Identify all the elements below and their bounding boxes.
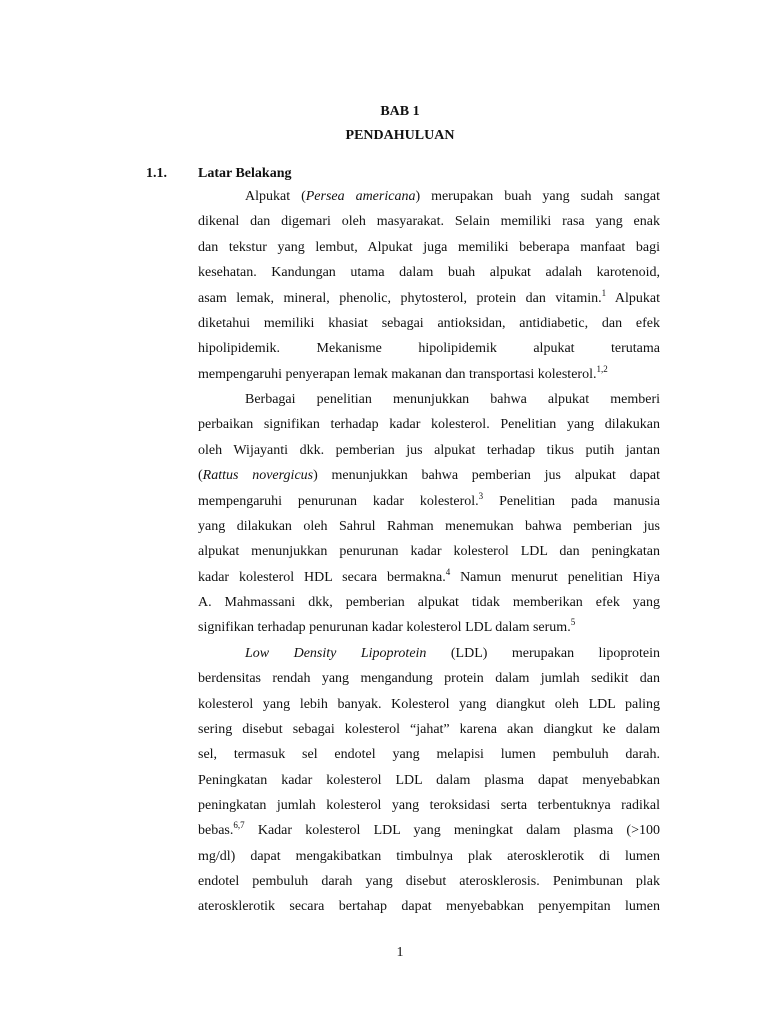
paragraph-line: sering disebut sebagai kolesterol “jahat” karena akan diangkut ke dalam (198, 722, 660, 737)
paragraph-line: diketahui memiliki khasiat sebagai antioksidan, antidiabetic, dan efek (198, 316, 660, 331)
paragraph-line: Peningkatan kadar kolesterol LDL dalam plasma dapat menyebabkan (198, 773, 660, 788)
paragraph-line: asam lemak, mineral, phenolic, phytosterol, protein dan vitamin.$^1$ Alpukat (198, 288, 660, 306)
paragraph-line: peningkatan jumlah kolesterol yang teroksidasi serta terbentuknya radikal (198, 798, 660, 813)
citation: 1,2 (596, 364, 608, 374)
paragraph-line: Alpukat (Persea americana) merupakan buah yang sudah sangat (245, 189, 660, 204)
paragraph-line: aterosklerotik secara bertahap dapat menyebabkan penyempitan lumen (198, 899, 660, 914)
paragraph-line: endotel pembuluh darah yang disebut aterosklerosis. Penimbunan plak (198, 874, 660, 889)
paragraph-line: Low Density Lipoprotein (LDL) merupakan lipoprotein (245, 646, 660, 661)
term-italic: Low Density Lipoprotein (245, 646, 427, 661)
chapter-title: PENDAHULUAN (345, 128, 455, 143)
citation: 3 (478, 491, 484, 501)
scientific-name: Rattus novergicus (202, 468, 314, 483)
paragraph-line: sel, termasuk sel endotel yang melapisi lumen pembuluh darah. (198, 747, 660, 762)
citation: 4 (445, 567, 451, 577)
paragraph-line: A. Mahmassani dkk, pemberian alpukat tidak memberikan efek yang (198, 595, 660, 610)
paragraph-line: berdensitas rendah yang mengandung protein dalam jumlah sedikit dan (198, 671, 660, 686)
paragraph-line: kadar kolesterol HDL secara bermakna.$^4$ Namun menurut penelitian Hiya (198, 567, 660, 585)
paragraph-line: alpukat menunjukkan penurunan kadar kolesterol LDL dan peningkatan (198, 544, 660, 559)
paragraph-line: (Rattus novergicus) menunjukkan bahwa pemberian jus alpukat dapat (198, 468, 661, 483)
page-number: 1 (396, 945, 404, 960)
section-title: Latar Belakang (198, 166, 292, 181)
citation: 1 (601, 288, 607, 298)
paragraph-line: kolesterol yang lebih banyak. Kolesterol yang diangkut oleh LDL paling (198, 697, 660, 712)
paragraph-line: yang dilakukan oleh Sahrul Rahman menemukan bahwa pemberian jus (198, 519, 660, 534)
paragraph-line: bebas.$^{6,7}$ Kadar kolesterol LDL yang meningkat dalam plasma (>100 (198, 820, 660, 838)
paragraph-line: hipolipidemik. Mekanisme hipolipidemik alpukat terutama (198, 341, 660, 356)
paragraph-line: signifikan terhadap penurunan kadar kolesterol LDL dalam serum.$^5$ (198, 617, 576, 635)
paragraph-line: kesehatan. Kandungan utama dalam buah alpukat adalah karotenoid, (198, 265, 660, 280)
paragraph-line: mg/dl) dapat mengakibatkan timbulnya plak aterosklerotik di lumen (198, 849, 660, 864)
paragraph-line: dikenal dan digemari oleh masyarakat. Selain memiliki rasa yang enak (198, 214, 660, 229)
paragraph-line: mempengaruhi penurunan kadar kolesterol.$^3$ Penelitian pada manusia (198, 491, 660, 509)
citation: 6,7 (233, 820, 245, 830)
paragraph-line: oleh Wijayanti dkk. pemberian jus alpukat terhadap tikus putih jantan (198, 443, 660, 458)
scientific-name: Persea americana (305, 189, 416, 204)
citation: 5 (570, 617, 576, 627)
paragraph-line: Berbagai penelitian menunjukkan bahwa alpukat memberi (245, 392, 660, 407)
paragraph-line: perbaikan signifikan terhadap kadar kolesterol. Penelitian yang dilakukan (198, 417, 660, 432)
chapter-number: BAB 1 (380, 104, 420, 119)
paragraph-line: dan tekstur yang lembut, Alpukat juga memiliki beberapa manfaat bagi (198, 240, 660, 255)
section-number: 1.1. (146, 166, 167, 181)
paragraph-line: mempengaruhi penyerapan lemak makanan dan transportasi kolesterol.$^{1,2}$ (198, 364, 608, 382)
